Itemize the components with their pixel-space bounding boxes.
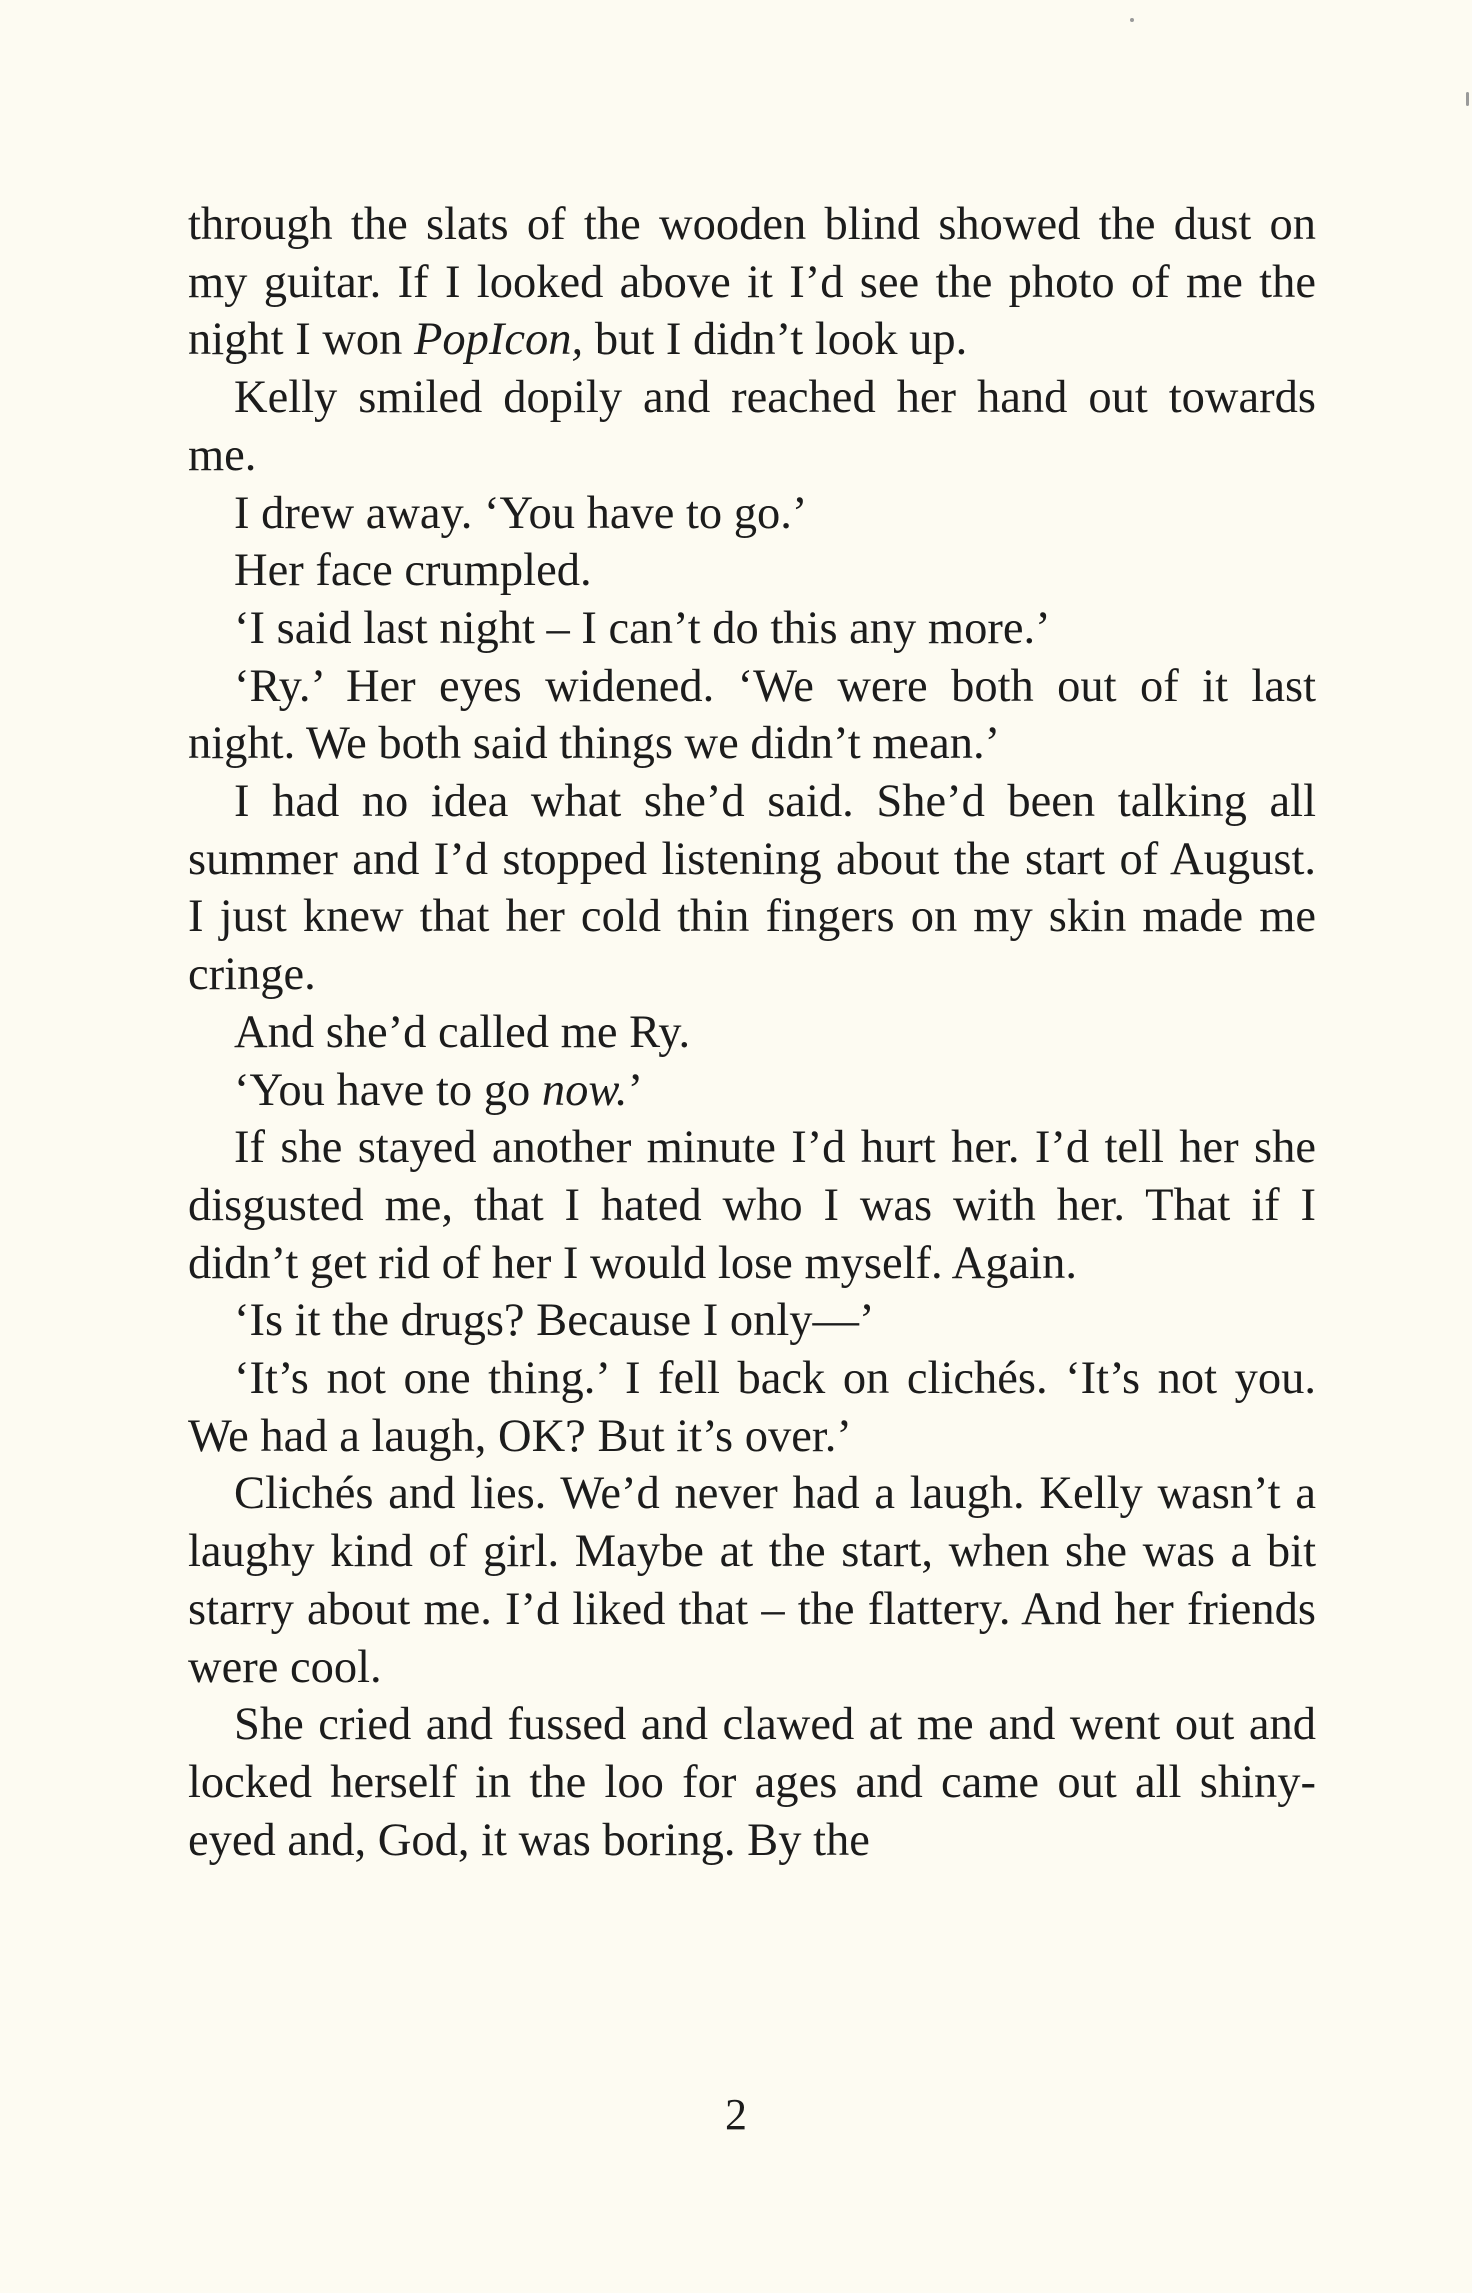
paragraph <box>188 1004 1316 1062</box>
paragraph <box>188 196 1316 369</box>
paper-speck <box>1466 92 1469 106</box>
paragraph <box>188 1696 1316 1869</box>
italic-text: PopIcon, <box>414 314 584 366</box>
text-run: Her face crumpled. <box>234 545 592 597</box>
paragraph <box>188 600 1316 658</box>
paragraph <box>188 1465 1316 1696</box>
text-run: And she’d called me Ry. <box>234 1006 691 1058</box>
text-run: Clichés and lies. We’d never had a laugh. Kelly wasn’t a laughy kind of girl. Maybe at the start, when she was a bit starry about me. I’d liked that – the flattery. And her friends were cool. <box>188 1468 1316 1693</box>
italic-text: now. <box>541 1064 628 1116</box>
text-run: If she stayed another minute I’d hurt her. I’d tell her she disgusted me, that I hated who I was with her. That if I didn’t get rid of her I would lose myself. Again. <box>188 1122 1316 1289</box>
paragraph <box>188 485 1316 543</box>
paragraph <box>188 1350 1316 1465</box>
page-number: 2 <box>725 2090 747 2139</box>
text-run: ‘It’s not one thing.’ I fell back on clichés. ‘It’s not you. We had a laugh, OK? But it’s over.’ <box>188 1353 1316 1462</box>
paragraph <box>188 773 1316 1004</box>
text-run: I drew away. ‘You have to go.’ <box>234 487 808 539</box>
text-run: ‘Is it the drugs? Because I only—’ <box>234 1295 875 1347</box>
text-run: ‘You have to go <box>234 1064 542 1116</box>
text-run: ‘I said last night – I can’t do this any more.’ <box>234 602 1051 654</box>
text-run: Kelly smiled dopily and reached her hand out towards me. <box>188 372 1316 481</box>
paragraph <box>188 1062 1316 1120</box>
paragraph <box>188 1292 1316 1350</box>
text-run: She cried and fussed and clawed at me and went out and locked herself in the loo for ages and came out all shiny-eyed and, God, it was boring. By the <box>188 1699 1316 1866</box>
paper-speck <box>1130 18 1134 22</box>
text-run: I had no idea what she’d said. She’d been talking all summer and I’d stopped listening about the start of August. I just knew that her cold thin fingers on my skin made me cringe. <box>188 776 1316 1001</box>
paragraph <box>188 1119 1316 1292</box>
body-text <box>188 196 1316 1869</box>
text-run: ‘Ry.’ Her eyes widened. ‘We were both out of it last night. We both said things we didn’t mean.’ <box>188 660 1316 770</box>
paragraph <box>188 658 1316 773</box>
paragraph <box>188 542 1316 600</box>
paragraph <box>188 369 1316 484</box>
text-run: but I didn’t look up. <box>583 314 968 366</box>
text-run: ’ <box>627 1064 644 1116</box>
text-run: through the slats of the wooden blind showed the dust on my guitar. If I looked above it I’d see the photo of me the night I won <box>188 199 1316 366</box>
